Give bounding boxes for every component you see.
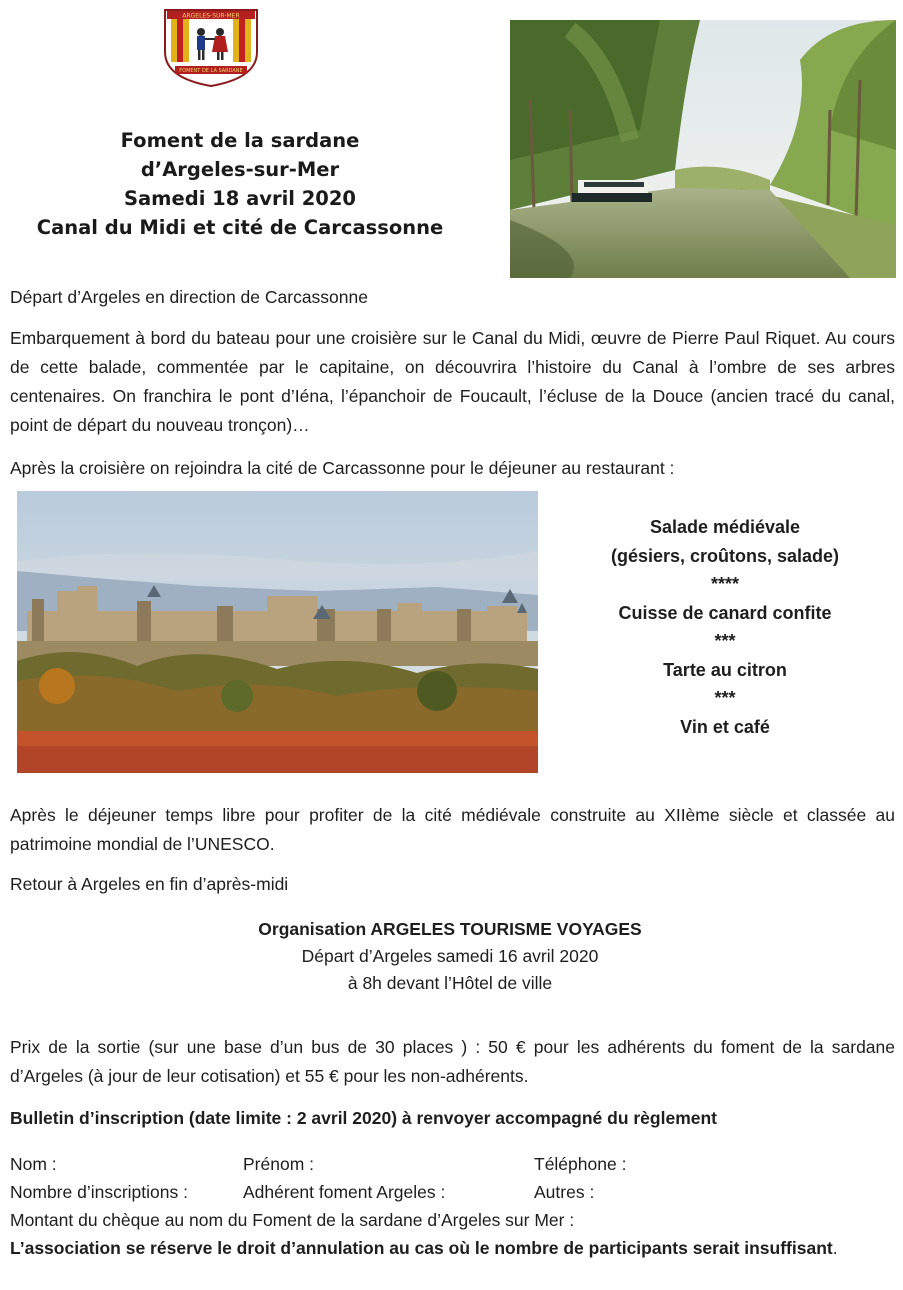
menu-dessert: Tarte au citron bbox=[663, 659, 787, 680]
menu-starter: Salade médiévale bbox=[649, 517, 801, 537]
cancellation-disclaimer-period: . bbox=[832, 1238, 838, 1258]
menu-separator: *** bbox=[714, 631, 736, 651]
carcassonne-citadel-photo bbox=[17, 491, 538, 773]
menu-separator: **** bbox=[710, 574, 740, 594]
form-label-nombre-inscriptions: Nombre d’inscriptions : bbox=[10, 1182, 188, 1202]
pricing-paragraph: Prix de la sortie (sur une base d’un bus de 30 places ) : 50 € pour les adhérents du foment de la sardane d’Argeles (à jour de leur cotisation) et 55 € pour les non-adhérents. bbox=[10, 1037, 895, 1086]
crest-banner-bottom: FOMENT DE LA SARDANE bbox=[179, 68, 243, 74]
form-label-prenom: Prénom : bbox=[243, 1154, 314, 1174]
lunch-intro-paragraph: Après la croisière on rejoindra la cité de Carcassonne pour le déjeuner au restaurant : bbox=[10, 458, 675, 478]
departure-paragraph: Départ d’Argeles en direction de Carcassonne bbox=[10, 287, 368, 307]
menu-main-course: Cuisse de canard confite bbox=[618, 602, 832, 623]
form-label-montant-cheque: Montant du chèque au nom du Foment de la sardane d’Argeles sur Mer : bbox=[10, 1210, 575, 1230]
lunch-menu bbox=[580, 513, 870, 741]
title-date: Samedi 18 avril 2020 bbox=[123, 187, 357, 210]
cruise-paragraph: Embarquement à bord du bateau pour une croisière sur le Canal du Midi, œuvre de Pierre Paul Riquet. Au cours de cette balade, commentée par le capitaine, on découvrira l’histoire du Canal à l’ombre de ses arbres centenaires. On franchira le pont d’Iéna, l’épanchoir de Foucault, l’écluse de la Douce (ancien tracé du canal, point de départ du nouveau tronçon)… bbox=[10, 328, 895, 435]
menu-starter-detail: (gésiers, croûtons, salade) bbox=[610, 545, 840, 566]
title-association-name: Foment de la sardane bbox=[120, 129, 360, 152]
afternoon-paragraph: Après le déjeuner temps libre pour profiter de la cité médiévale construite au XIIème siècle et classée au patrimoine mondial de l’UNESCO. bbox=[10, 805, 895, 854]
return-paragraph: Retour à Argeles en fin d’après-midi bbox=[10, 874, 289, 894]
event-title-block bbox=[0, 126, 480, 242]
menu-separator: *** bbox=[714, 688, 736, 708]
form-label-adherent: Adhérent foment Argeles : bbox=[243, 1182, 446, 1202]
crest-banner-top: ARGELES-SUR-MER bbox=[182, 12, 240, 20]
organisation-label: Organisation bbox=[258, 919, 371, 939]
foment-crest-logo bbox=[163, 8, 259, 88]
form-label-telephone: Téléphone : bbox=[534, 1154, 627, 1174]
canal-boat-icon bbox=[572, 180, 652, 202]
title-destination: Canal du Midi et cité de Carcassonne bbox=[36, 216, 444, 239]
canal-du-midi-photo bbox=[510, 20, 896, 278]
registration-heading: Bulletin d’inscription (date limite : 2 avril 2020) à renvoyer accompagné du règlement bbox=[10, 1108, 718, 1128]
menu-drinks: Vin et café bbox=[680, 716, 770, 737]
form-label-nom: Nom : bbox=[10, 1154, 57, 1174]
cancellation-disclaimer bbox=[10, 1234, 895, 1262]
title-town: d’Argeles-sur-Mer bbox=[140, 158, 340, 181]
organisation-meeting-point: à 8h devant l’Hôtel de ville bbox=[347, 973, 553, 993]
form-label-autres: Autres : bbox=[534, 1182, 595, 1202]
organisation-block bbox=[150, 916, 750, 997]
organisation-agency: ARGELES TOURISME VOYAGES bbox=[370, 919, 642, 939]
organisation-departure: Départ d’Argeles samedi 16 avril 2020 bbox=[301, 946, 599, 966]
cancellation-disclaimer-text: L’association se réserve le droit d’annulation au cas où le nombre de participants serait insuffisant bbox=[10, 1238, 833, 1258]
